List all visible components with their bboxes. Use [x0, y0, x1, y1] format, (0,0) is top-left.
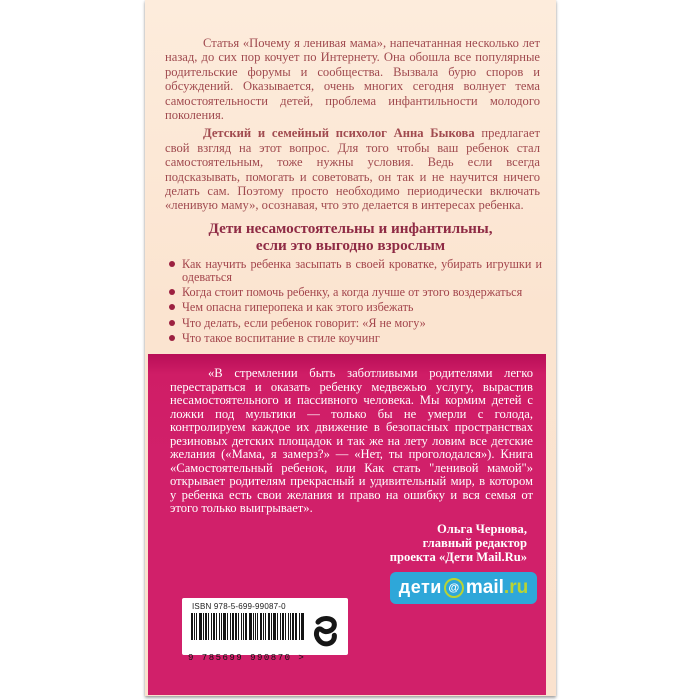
barcode-bars — [191, 613, 304, 640]
quote-author-line: проекта «Дети Mail.Ru» — [389, 549, 527, 564]
bullet-text: Чем опасна гиперопека и как этого избежать — [182, 300, 414, 315]
bullet-dot-icon — [169, 335, 175, 341]
heading-line-1: Дети несамостоятельны и инфантильны, — [208, 219, 493, 237]
barcode-panel — [182, 598, 348, 663]
barcode-row — [182, 613, 348, 652]
logo-ru-text: .ru — [503, 576, 529, 598]
section-heading — [155, 220, 546, 254]
bullet-dot-icon — [169, 289, 175, 295]
bullet-text: Что такое воспитание в стиле коучинг — [182, 330, 380, 345]
intro-paragraph-1: Статья «Почему я ленивая мама», напечатанная несколько лет назад, до сих пор кочует по Интернету. Она обошла все популярные родительские форумы и сообщества. Вызвала бурю споров и обсуждений. Оказывается, очень многих сегодня волнует тема самостоятельности детей, проблема инфантильности молодого поколения. — [165, 36, 540, 123]
bullet-item — [169, 258, 542, 284]
quote-author — [148, 522, 546, 564]
bullet-item — [169, 317, 542, 330]
cream-panel — [145, 36, 556, 213]
isbn-label: ISBN 978-5-699-99087-0 — [192, 602, 286, 611]
logo-at-icon — [444, 578, 464, 598]
bullet-text: Как научить ребенка засыпать в своей кроватке, убирать игрушки и одеваться — [182, 256, 542, 284]
heading-line-2: если это выгодно взрослым — [255, 236, 446, 254]
quote-panel — [148, 354, 546, 695]
logo-mail-text: mail — [465, 576, 504, 598]
eksmo-publisher-logo-icon — [311, 614, 339, 652]
quote-paragraph: «В стремлении быть заботливыми родителями легко перестараться и оказать ребенку медвежью услугу, вырастив несамостоятельного и пассивного человека. Мы кормим детей с ложки под мультики — только бы не умерли с голода, контролируем каждое их движение в безопасных пространствах резиновых детских площадок и так же на лету ловим все детские желания («Мама, я замерз?» — «Нет, ты проголодался»). Книга «Самостоятельный ребенок, или Как стать "ленивой мамой"» открывает родителям прекрасный и удивительный мир, в котором у ребенка есть свои желания и право на ошибку и вся семья от этого только выигрывает». — [170, 366, 533, 515]
bullet-text: Что делать, если ребенок говорит: «Я не могу» — [182, 315, 426, 330]
logo-deti-text: дети — [398, 577, 442, 597]
bullet-dot-icon — [169, 261, 175, 267]
at-glyph: @ — [448, 581, 460, 594]
bullet-dot-icon — [169, 320, 175, 326]
deti-mail-logo — [390, 572, 537, 604]
bullet-item — [169, 332, 542, 345]
quote-author-line: главный редактор — [422, 535, 527, 550]
intro-paragraph-2-rest: предлагает свой взгляд на этот вопрос. Для того чтобы ваш ребенок стал самостоятельным, тоже нужны условия. Ведь если всегда подсказывать, помогать и советовать, он так и не научится ничего делать сам. Поэтому просто необходимо периодически включать «ленивую маму», осознавая, что это делается в интересах ребенка. — [165, 126, 540, 213]
bullet-text: Когда стоит помочь ребенку, а когда лучше от этого воздержаться — [182, 284, 523, 299]
bullet-list — [145, 258, 556, 345]
quote-author-line: Ольга Чернова, — [436, 521, 527, 536]
bullet-item — [169, 301, 542, 314]
intro-paragraph-2 — [165, 126, 540, 212]
barcode-digits: 9 785699 990870 > — [188, 653, 306, 663]
author-name-bold: Детский и семейный психолог Анна Быкова — [203, 126, 475, 141]
bullet-dot-icon — [169, 304, 175, 310]
bullet-item — [169, 286, 542, 299]
book-back-cover — [145, 0, 556, 696]
